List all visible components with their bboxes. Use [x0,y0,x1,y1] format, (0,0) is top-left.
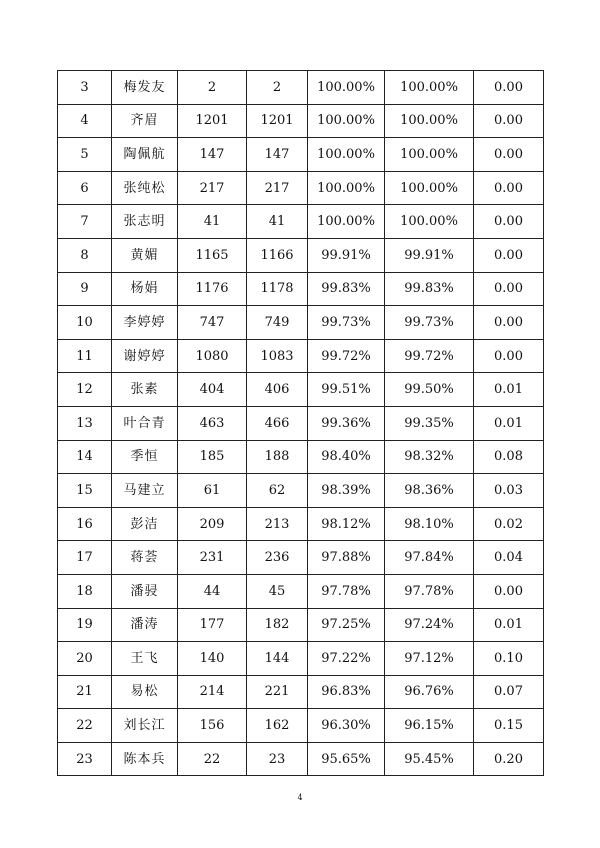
name-cell: 齐眉 [112,104,178,138]
diff-cell: 0.04 [474,541,544,575]
count-b-cell: 41 [247,205,308,239]
diff-cell: 0.00 [474,574,544,608]
name-cell: 陈本兵 [112,742,178,776]
table-row [58,306,544,340]
count-a-cell: 61 [178,474,247,508]
table-row [58,541,544,575]
rate-a-cell: 99.36% [308,406,385,440]
rate-a-cell: 98.39% [308,474,385,508]
rate-b-cell: 98.32% [385,440,474,474]
rank-cell: 22 [58,709,112,743]
name-cell: 张志明 [112,205,178,239]
count-b-cell: 23 [247,742,308,776]
count-a-cell: 404 [178,373,247,407]
diff-cell: 0.10 [474,642,544,676]
table-row [58,675,544,709]
rate-b-cell: 95.45% [385,742,474,776]
rank-cell: 12 [58,373,112,407]
count-b-cell: 749 [247,306,308,340]
name-cell: 张纯松 [112,171,178,205]
name-cell: 杨娟 [112,272,178,306]
rank-cell: 3 [58,71,112,105]
count-b-cell: 162 [247,709,308,743]
count-b-cell: 2 [247,71,308,105]
diff-cell: 0.20 [474,742,544,776]
name-cell: 季恒 [112,440,178,474]
count-a-cell: 747 [178,306,247,340]
rate-b-cell: 97.12% [385,642,474,676]
rate-a-cell: 97.25% [308,608,385,642]
rate-a-cell: 98.12% [308,507,385,541]
diff-cell: 0.07 [474,675,544,709]
count-b-cell: 182 [247,608,308,642]
diff-cell: 0.15 [474,709,544,743]
count-a-cell: 147 [178,138,247,172]
count-b-cell: 62 [247,474,308,508]
table-row [58,742,544,776]
rate-b-cell: 96.76% [385,675,474,709]
rank-cell: 18 [58,574,112,608]
count-b-cell: 1166 [247,238,308,272]
rate-b-cell: 100.00% [385,138,474,172]
count-a-cell: 1201 [178,104,247,138]
rate-a-cell: 99.91% [308,238,385,272]
count-a-cell: 140 [178,642,247,676]
table-row [58,272,544,306]
count-a-cell: 22 [178,742,247,776]
count-b-cell: 188 [247,440,308,474]
table-row [58,440,544,474]
diff-cell: 0.02 [474,507,544,541]
rate-b-cell: 98.36% [385,474,474,508]
rank-cell: 6 [58,171,112,205]
rate-a-cell: 100.00% [308,71,385,105]
rate-a-cell: 97.22% [308,642,385,676]
name-cell: 易松 [112,675,178,709]
name-cell: 谢婷婷 [112,339,178,373]
count-a-cell: 231 [178,541,247,575]
rate-a-cell: 99.73% [308,306,385,340]
count-a-cell: 217 [178,171,247,205]
rank-cell: 9 [58,272,112,306]
rate-b-cell: 100.00% [385,104,474,138]
rate-a-cell: 100.00% [308,104,385,138]
count-b-cell: 221 [247,675,308,709]
name-cell: 张素 [112,373,178,407]
rank-cell: 17 [58,541,112,575]
count-b-cell: 406 [247,373,308,407]
rate-a-cell: 97.88% [308,541,385,575]
table-row [58,205,544,239]
count-b-cell: 213 [247,507,308,541]
table-row [58,474,544,508]
diff-cell: 0.00 [474,71,544,105]
count-a-cell: 463 [178,406,247,440]
table-row [58,339,544,373]
name-cell: 叶合青 [112,406,178,440]
name-cell: 李婷婷 [112,306,178,340]
rank-cell: 14 [58,440,112,474]
rate-a-cell: 99.72% [308,339,385,373]
count-a-cell: 185 [178,440,247,474]
count-a-cell: 177 [178,608,247,642]
rate-b-cell: 98.10% [385,507,474,541]
table-body [58,71,544,776]
diff-cell: 0.00 [474,171,544,205]
count-a-cell: 209 [178,507,247,541]
count-b-cell: 236 [247,541,308,575]
rate-b-cell: 99.72% [385,339,474,373]
rate-b-cell: 99.73% [385,306,474,340]
diff-cell: 0.01 [474,406,544,440]
rate-b-cell: 97.78% [385,574,474,608]
count-b-cell: 45 [247,574,308,608]
diff-cell: 0.01 [474,608,544,642]
table-row [58,608,544,642]
table-row [58,574,544,608]
count-a-cell: 44 [178,574,247,608]
rank-cell: 11 [58,339,112,373]
rate-a-cell: 99.83% [308,272,385,306]
table-row [58,642,544,676]
rank-cell: 23 [58,742,112,776]
diff-cell: 0.00 [474,138,544,172]
rate-b-cell: 96.15% [385,709,474,743]
diff-cell: 0.01 [474,373,544,407]
count-a-cell: 41 [178,205,247,239]
table-row [58,709,544,743]
rate-b-cell: 100.00% [385,205,474,239]
rate-b-cell: 99.91% [385,238,474,272]
table-row [58,373,544,407]
rank-cell: 8 [58,238,112,272]
diff-cell: 0.00 [474,205,544,239]
rate-b-cell: 99.83% [385,272,474,306]
count-b-cell: 217 [247,171,308,205]
rank-cell: 20 [58,642,112,676]
count-b-cell: 1201 [247,104,308,138]
rank-cell: 7 [58,205,112,239]
name-cell: 蒋荟 [112,541,178,575]
count-b-cell: 1178 [247,272,308,306]
name-cell: 彭洁 [112,507,178,541]
table-row [58,71,544,105]
table-row [58,238,544,272]
diff-cell: 0.00 [474,306,544,340]
rate-b-cell: 97.24% [385,608,474,642]
rank-cell: 13 [58,406,112,440]
table-row [58,104,544,138]
table-row [58,171,544,205]
rate-a-cell: 95.65% [308,742,385,776]
diff-cell: 0.00 [474,238,544,272]
rate-a-cell: 100.00% [308,138,385,172]
rank-cell: 10 [58,306,112,340]
count-b-cell: 147 [247,138,308,172]
name-cell: 刘长江 [112,709,178,743]
diff-cell: 0.03 [474,474,544,508]
rate-a-cell: 98.40% [308,440,385,474]
rank-cell: 4 [58,104,112,138]
rate-b-cell: 97.84% [385,541,474,575]
diff-cell: 0.08 [474,440,544,474]
rate-a-cell: 99.51% [308,373,385,407]
rate-a-cell: 96.30% [308,709,385,743]
rank-cell: 19 [58,608,112,642]
diff-cell: 0.00 [474,104,544,138]
rate-b-cell: 100.00% [385,71,474,105]
table-row [58,406,544,440]
count-b-cell: 1083 [247,339,308,373]
rate-a-cell: 100.00% [308,205,385,239]
name-cell: 王飞 [112,642,178,676]
count-a-cell: 1080 [178,339,247,373]
rate-b-cell: 100.00% [385,171,474,205]
name-cell: 潘涛 [112,608,178,642]
rate-b-cell: 99.50% [385,373,474,407]
name-cell: 梅发友 [112,71,178,105]
table-row [58,507,544,541]
rank-cell: 16 [58,507,112,541]
name-cell: 黄媚 [112,238,178,272]
rate-a-cell: 100.00% [308,171,385,205]
rank-cell: 15 [58,474,112,508]
diff-cell: 0.00 [474,272,544,306]
name-cell: 陶佩航 [112,138,178,172]
rank-cell: 5 [58,138,112,172]
rate-a-cell: 97.78% [308,574,385,608]
count-a-cell: 1176 [178,272,247,306]
diff-cell: 0.00 [474,339,544,373]
count-b-cell: 466 [247,406,308,440]
rank-cell: 21 [58,675,112,709]
table-row [58,138,544,172]
data-table [57,70,544,776]
rate-a-cell: 96.83% [308,675,385,709]
page-number: 4 [297,793,303,802]
rate-b-cell: 99.35% [385,406,474,440]
count-a-cell: 214 [178,675,247,709]
count-a-cell: 156 [178,709,247,743]
name-cell: 潘骎 [112,574,178,608]
count-a-cell: 1165 [178,238,247,272]
count-a-cell: 2 [178,71,247,105]
name-cell: 马建立 [112,474,178,508]
count-b-cell: 144 [247,642,308,676]
